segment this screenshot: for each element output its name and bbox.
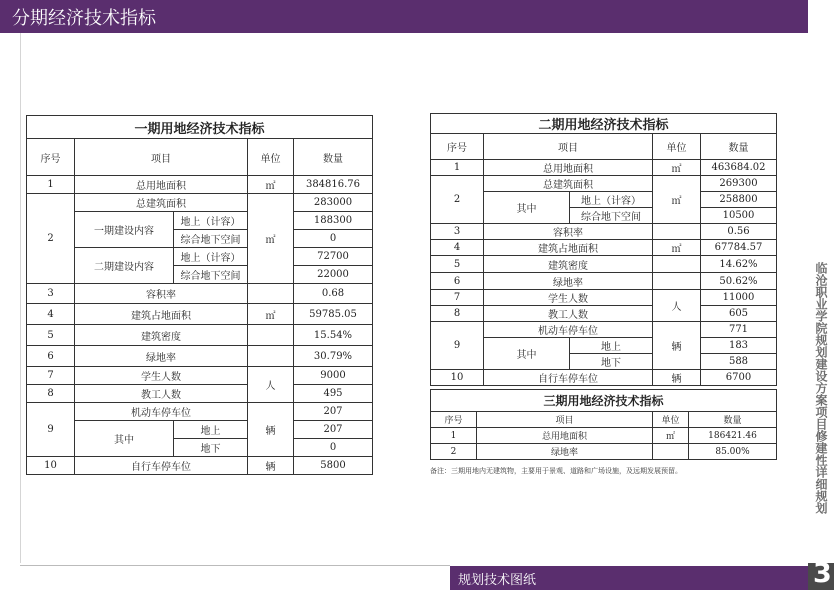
cell-item: 教工人数: [484, 306, 653, 322]
cell-unit: ㎡: [653, 240, 701, 256]
cell-unit: [653, 224, 701, 240]
cell-item: 绿地率: [75, 346, 248, 367]
table-row: [431, 176, 777, 192]
cell-item: 绿地率: [484, 273, 653, 290]
cell-item: 容积率: [484, 224, 653, 240]
cell-qty: 207: [294, 403, 373, 421]
header-item: 项目: [484, 134, 653, 160]
cell-qty: 384816.76: [294, 176, 373, 194]
phase1-table: [26, 115, 373, 475]
header-unit: 单位: [653, 412, 689, 428]
cell-unit: ㎡: [248, 176, 294, 194]
cell-sub: 地上: [174, 421, 248, 439]
cell-item: 机动车停车位: [484, 322, 653, 338]
cell-item: 教工人数: [75, 385, 248, 403]
cell-item: 绿地率: [477, 444, 653, 460]
table-row: [27, 248, 373, 266]
cell-no: 6: [431, 273, 484, 290]
footer-divider: [20, 565, 450, 566]
cell-sub: 地上（计容）: [174, 212, 248, 230]
table-row: [27, 304, 373, 325]
cell-item: 学生人数: [484, 290, 653, 306]
cell-group: 一期建设内容: [75, 212, 174, 248]
cell-unit: ㎡: [248, 304, 294, 325]
cell-qty: 0: [294, 230, 373, 248]
cell-unit: 人: [248, 367, 294, 403]
table-row: [27, 325, 373, 346]
cell-sub: 综合地下空间: [570, 208, 653, 224]
table-row: [27, 421, 373, 439]
cell-no: 8: [27, 385, 75, 403]
table-row: [431, 256, 777, 273]
cell-qty: 50.62%: [701, 273, 777, 290]
cell-no: 9: [27, 403, 75, 457]
cell-unit: 辆: [248, 457, 294, 475]
table-row: [27, 457, 373, 475]
table-row: [431, 290, 777, 306]
cell-no: 2: [27, 194, 75, 284]
cell-qty: 605: [701, 306, 777, 322]
header-no: 序号: [431, 412, 477, 428]
cell-qty: 5800: [294, 457, 373, 475]
cell-no: 9: [431, 322, 484, 370]
header-qty: 数量: [294, 139, 373, 176]
cell-qty: 588: [701, 354, 777, 370]
cell-item: 机动车停车位: [75, 403, 248, 421]
cell-sub: 地上（计容）: [174, 248, 248, 266]
table-row: [431, 273, 777, 290]
phase3-note: 备注：三期用地内无建筑物，主要用于景观、道路和广场设施，及远期发展预留。: [430, 467, 682, 475]
cell-item: 自行车停车位: [484, 370, 653, 386]
header-no: 序号: [27, 139, 75, 176]
cell-item: 自行车停车位: [75, 457, 248, 475]
cell-qty: 0: [294, 439, 373, 457]
cell-qty: 188300: [294, 212, 373, 230]
cell-qty: 67784.57: [701, 240, 777, 256]
table-row: [431, 322, 777, 338]
cell-qty: 258800: [701, 192, 777, 208]
cell-qty: 11000: [701, 290, 777, 306]
cell-no: 4: [431, 240, 484, 256]
cell-item: 容积率: [75, 284, 248, 304]
page-header: [0, 0, 808, 33]
cell-item: 学生人数: [75, 367, 248, 385]
cell-no: 3: [27, 284, 75, 304]
cell-qty: 269300: [701, 176, 777, 192]
cell-no: 10: [431, 370, 484, 386]
sidebar: [808, 0, 834, 590]
page-number: 3: [813, 558, 832, 589]
cell-unit: 辆: [653, 322, 701, 370]
table-row: [27, 284, 373, 304]
cell-qty: 0.68: [294, 284, 373, 304]
cell-qty: 186421.46: [689, 428, 777, 444]
phase1-title: 一期用地经济技术指标: [27, 116, 373, 139]
cell-unit: [248, 284, 294, 304]
table-row: [27, 385, 373, 403]
cell-qty: 22000: [294, 266, 373, 284]
cell-qty: 59785.05: [294, 304, 373, 325]
page-title: 分期经济技术指标: [12, 8, 156, 29]
footer-title: 规划技术图纸: [458, 573, 537, 588]
table-row: [27, 212, 373, 230]
cell-qty: 771: [701, 322, 777, 338]
cell-unit: [653, 256, 701, 273]
table-row: [27, 403, 373, 421]
cell-unit: [248, 346, 294, 367]
cell-item: 建筑密度: [484, 256, 653, 273]
cell-no: 2: [431, 176, 484, 224]
phase2-title: 二期用地经济技术指标: [431, 114, 777, 134]
cell-no: 5: [431, 256, 484, 273]
cell-item: 总用地面积: [477, 428, 653, 444]
table-row: [27, 367, 373, 385]
cell-no: 1: [431, 428, 477, 444]
table-header-row: [431, 134, 777, 160]
cell-no: 8: [431, 306, 484, 322]
cell-unit: ㎡: [248, 194, 294, 284]
cell-group: 其中: [484, 192, 570, 224]
cell-unit: [248, 325, 294, 346]
cell-qty: 0.56: [701, 224, 777, 240]
cell-no: 3: [431, 224, 484, 240]
cell-item: 总用地面积: [75, 176, 248, 194]
cell-unit: ㎡: [653, 160, 701, 176]
table-row: [27, 346, 373, 367]
header-unit: 单位: [653, 134, 701, 160]
cell-unit: ㎡: [653, 176, 701, 224]
cell-qty: 30.79%: [294, 346, 373, 367]
cell-item: 建筑密度: [75, 325, 248, 346]
cell-no: 7: [431, 290, 484, 306]
cell-no: 2: [431, 444, 477, 460]
cell-unit: [653, 444, 689, 460]
header-item: 项目: [477, 412, 653, 428]
cell-qty: 463684.02: [701, 160, 777, 176]
cell-sub: 综合地下空间: [174, 230, 248, 248]
table-row: [431, 370, 777, 386]
cell-item: 总建筑面积: [75, 194, 248, 212]
cell-sub: 地上: [570, 338, 653, 354]
cell-item: 总用地面积: [484, 160, 653, 176]
phase3-title: 三期用地经济技术指标: [431, 390, 777, 412]
table-row: [431, 428, 777, 444]
cell-sub: 地下: [570, 354, 653, 370]
cell-unit: ㎡: [653, 428, 689, 444]
cell-unit: 辆: [653, 370, 701, 386]
cell-sub: 地上（计容）: [570, 192, 653, 208]
table-row: [431, 444, 777, 460]
cell-item: 总建筑面积: [484, 176, 653, 192]
cell-no: 4: [27, 304, 75, 325]
cell-item: 建筑占地面积: [484, 240, 653, 256]
cell-qty: 183: [701, 338, 777, 354]
cell-group: 其中: [484, 338, 570, 370]
cell-no: 5: [27, 325, 75, 346]
cell-qty: 207: [294, 421, 373, 439]
table-row: [27, 176, 373, 194]
table-header-row: [431, 412, 777, 428]
cell-qty: 14.62%: [701, 256, 777, 273]
cell-unit: [653, 273, 701, 290]
cell-item: 建筑占地面积: [75, 304, 248, 325]
phase3-table: [430, 389, 777, 460]
project-title-vertical: 临沧职业学院规划建设方案项目修建性详细规划: [814, 262, 828, 514]
cell-qty: 6700: [701, 370, 777, 386]
table-row: [431, 240, 777, 256]
table-header-row: [27, 139, 373, 176]
cell-qty: 85.00%: [689, 444, 777, 460]
header-no: 序号: [431, 134, 484, 160]
cell-no: 6: [27, 346, 75, 367]
header-item: 项目: [75, 139, 248, 176]
cell-unit: 人: [653, 290, 701, 322]
cell-no: 1: [27, 176, 75, 194]
cell-sub: 地下: [174, 439, 248, 457]
cell-no: 10: [27, 457, 75, 475]
cell-qty: 10500: [701, 208, 777, 224]
cell-group: 其中: [75, 421, 174, 457]
cell-no: 1: [431, 160, 484, 176]
table-row: [431, 224, 777, 240]
cell-sub: 综合地下空间: [174, 266, 248, 284]
header-qty: 数量: [689, 412, 777, 428]
cell-group: 二期建设内容: [75, 248, 174, 284]
cell-no: 7: [27, 367, 75, 385]
table-row: [431, 306, 777, 322]
cell-qty: 495: [294, 385, 373, 403]
cell-unit: 辆: [248, 403, 294, 457]
cell-qty: 283000: [294, 194, 373, 212]
cell-qty: 72700: [294, 248, 373, 266]
table-row: [27, 194, 373, 212]
header-qty: 数量: [701, 134, 777, 160]
phase2-table: [430, 113, 777, 386]
header-unit: 单位: [248, 139, 294, 176]
cell-qty: 9000: [294, 367, 373, 385]
cell-qty: 15.54%: [294, 325, 373, 346]
table-row: [431, 160, 777, 176]
